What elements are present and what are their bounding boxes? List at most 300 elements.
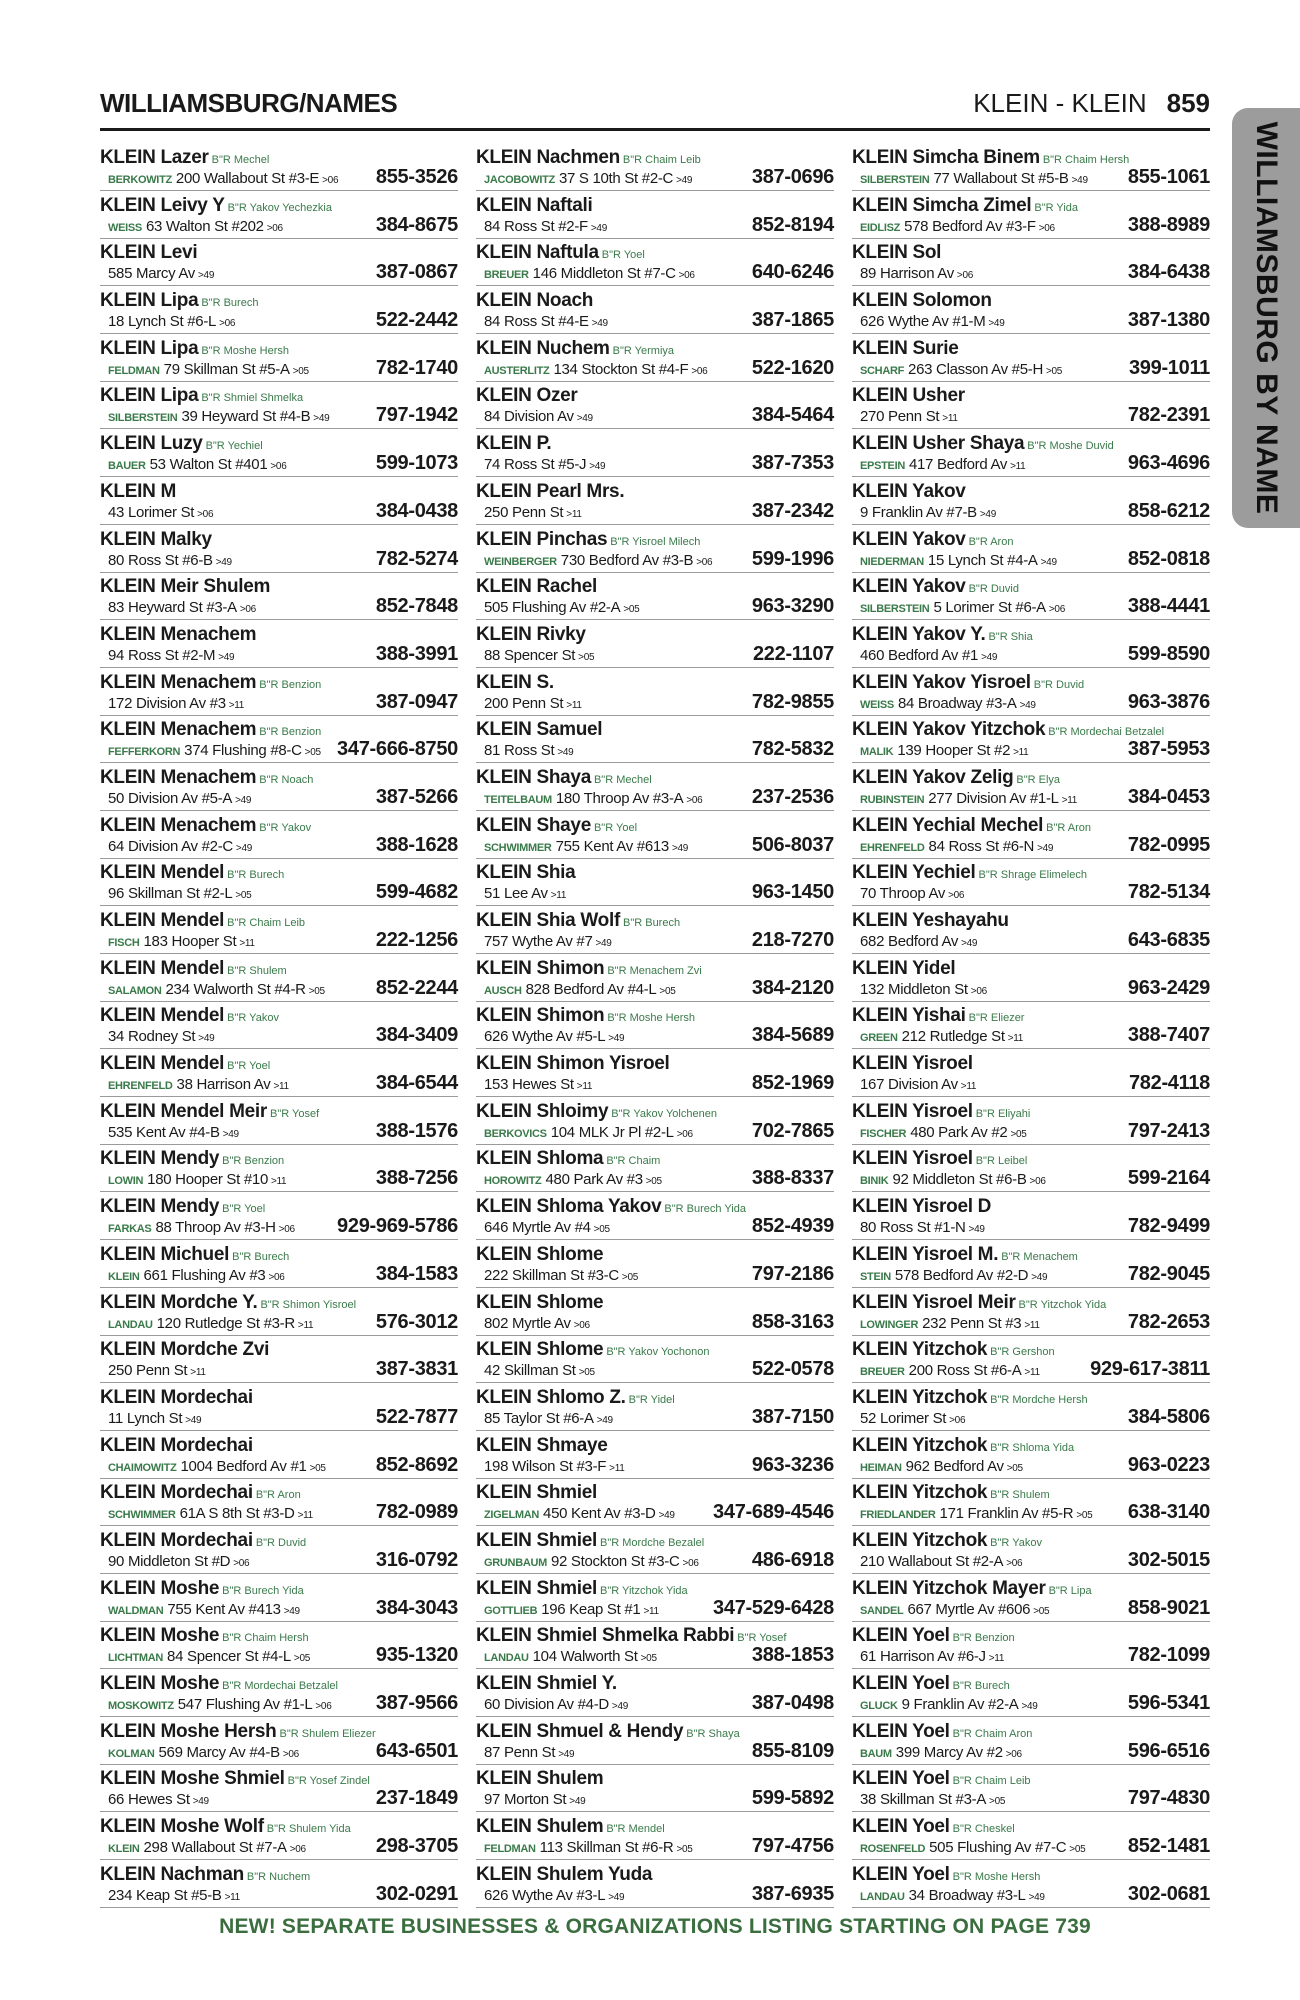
entry-address-line: [484, 885, 566, 904]
entry-name: KLEIN Moshe: [100, 1577, 220, 1599]
listing-entry: [852, 1672, 1210, 1717]
entry-parent: B"R Yakov: [259, 821, 312, 834]
entry-name: KLEIN Yisroel: [852, 1053, 973, 1075]
entry-address-line: [484, 408, 593, 427]
entry-zip: >05: [1046, 365, 1063, 377]
entry-address-line: [108, 1028, 214, 1047]
entry-maiden-name: FEFFERKORN: [108, 746, 181, 759]
entry-address-line: [484, 1267, 638, 1286]
entry-address: 92 Middleton St #6-B: [892, 1171, 1027, 1189]
entry-address-line: [108, 1171, 286, 1190]
listing-entry: [100, 1004, 458, 1049]
entry-address: 84 Spencer St #4-L: [167, 1648, 291, 1666]
entry-address-line: [484, 742, 573, 761]
entry-phone: 387-5266: [375, 785, 458, 808]
entry-name: KLEIN Yitzchok: [852, 1434, 988, 1456]
entry-name: KLEIN Yitzchok: [852, 1339, 988, 1361]
entry-address-line: [860, 647, 997, 666]
entry-zip: >05: [989, 1796, 1006, 1808]
entry-address-line: [108, 170, 338, 189]
entry-name: KLEIN Shmiel: [476, 1482, 597, 1504]
entry-zip: >05: [1033, 1605, 1050, 1617]
entry-zip: >06: [289, 1844, 306, 1856]
entry-phone: 782-0995: [1127, 833, 1210, 856]
entry-address-line: [108, 313, 235, 332]
entry-address-line: [484, 647, 594, 666]
entry-name-line: [100, 1769, 370, 1791]
entry-phone: 384-6438: [1127, 261, 1210, 284]
entry-parent: B"R Shulem: [227, 964, 287, 977]
entry-name-line: [100, 816, 311, 838]
entry-zip: >49: [192, 1796, 209, 1808]
entry-address-line: [860, 1648, 1004, 1667]
entry-zip: >49: [1028, 1891, 1045, 1903]
entry-phone: 384-3409: [375, 1024, 458, 1047]
listing-entry: [476, 1100, 834, 1145]
listing-entry: [852, 1147, 1210, 1192]
entry-parent: B"R Burech Yida: [222, 1584, 304, 1597]
entry-name-line: [476, 196, 592, 216]
entry-address: 61 Harrison Av #6-J: [860, 1648, 986, 1666]
footer-note: NEW! SEPARATE BUSINESSES & ORGANIZATIONS LISTING STARTING ON PAGE 739: [219, 1915, 1091, 1938]
entry-maiden-name: FISCHER: [860, 1127, 907, 1140]
entry-address-line: [484, 1028, 624, 1047]
listing-entry: [100, 1672, 458, 1717]
entry-address: 667 Myrtle Av #606: [907, 1600, 1031, 1618]
entry-zip: >49: [215, 556, 232, 568]
listing-entry: [476, 528, 834, 573]
entry-maiden-name: SILBERSTEIN: [860, 174, 930, 186]
entry-name: KLEIN Shmiel: [476, 1577, 597, 1599]
entry-address: 298 Wallabout St #7-A: [143, 1839, 287, 1857]
entry-address-line: [860, 170, 1088, 189]
entry-phone: 599-5892: [751, 1787, 834, 1810]
entry-zip: >05: [621, 1271, 638, 1283]
entry-address-line: [108, 1696, 331, 1715]
entry-name: KLEIN Moshe Wolf: [100, 1816, 264, 1838]
page-range: [973, 88, 1210, 119]
entry-phone: 387-1865: [751, 309, 834, 332]
entry-name-line: [100, 1865, 310, 1887]
entry-name: KLEIN Luzy: [100, 433, 203, 455]
entry-maiden-name: BINIK: [860, 1175, 889, 1188]
listing-columns: [100, 146, 1210, 1909]
entry-parent: B"R Menachem Zvi: [607, 964, 702, 977]
listing-column-2: [476, 146, 834, 1909]
entry-phone: 963-3876: [1127, 690, 1210, 713]
entry-address: 66 Hewes St: [108, 1791, 190, 1809]
entry-maiden-name: SANDEL: [860, 1604, 904, 1617]
entry-address-line: [484, 361, 707, 380]
entry-parent: B"R Mordche Bezalel: [599, 1536, 705, 1549]
entry-name-line: [476, 1817, 665, 1839]
entry-phone: 596-5341: [1127, 1692, 1210, 1714]
listing-entry: [476, 289, 834, 334]
entry-name-line: [100, 1436, 253, 1456]
entry-parent: B"R Lipa: [1048, 1584, 1092, 1597]
entry-name: KLEIN Shloma: [476, 1148, 604, 1170]
entry-name-line: [852, 720, 1164, 742]
entry-parent: B"R Yitzchok Yida: [1018, 1298, 1107, 1311]
entry-address-line: [108, 1648, 310, 1667]
entry-name: KLEIN S.: [476, 671, 554, 693]
entry-phone: 963-3290: [751, 595, 834, 618]
entry-parent: B"R Mendel: [606, 1823, 665, 1836]
entry-address: 63 Walton St #202: [145, 217, 264, 235]
entry-name: KLEIN Lipa: [100, 337, 199, 359]
entry-phone: 599-1073: [375, 452, 458, 475]
entry-name-line: [100, 434, 263, 456]
entry-parent: B"R Chaim Leib: [622, 154, 701, 166]
entry-phone: 935-1320: [375, 1644, 458, 1667]
entry-phone: 218-7270: [751, 929, 834, 951]
listing-entry: [100, 432, 458, 477]
listing-entry: [100, 1720, 458, 1765]
entry-phone: 522-0578: [751, 1358, 834, 1381]
entry-phone: 782-5274: [375, 547, 458, 570]
entry-name-line: [476, 863, 575, 883]
entry-maiden-name: KOLMAN: [108, 1747, 155, 1760]
entry-address-line: [484, 456, 605, 475]
entry-name-line: [852, 1149, 1027, 1171]
entry-address: 569 Marcy Av #4-B: [158, 1743, 280, 1761]
entry-parent: B"R Shaya: [686, 1727, 740, 1740]
entry-name-line: [100, 1531, 306, 1553]
entry-zip: >05: [1006, 1462, 1023, 1474]
entry-name: KLEIN Nuchem: [476, 337, 610, 359]
listing-entry: [100, 289, 458, 334]
listing-entry: [100, 623, 458, 668]
side-tab: [1232, 108, 1300, 528]
entry-parent: B"R Mechel: [593, 773, 652, 786]
entry-maiden-name: GRUNBAUM: [484, 1556, 547, 1569]
listing-entry: [852, 146, 1210, 191]
entry-name-line: [100, 1674, 338, 1696]
entry-name: KLEIN Nachman: [100, 1863, 244, 1885]
entry-address: 37 S 10th St #2-C: [558, 170, 674, 187]
listing-entry: [476, 1815, 834, 1860]
entry-address-line: [860, 408, 958, 427]
entry-parent: B"R Benzion: [259, 678, 322, 691]
listing-entry: [100, 337, 458, 382]
entry-address-line: [484, 838, 688, 857]
entry-address: 85 Taylor St #6-A: [484, 1409, 594, 1427]
entry-maiden-name: FELDMAN: [108, 364, 160, 377]
entry-zip: >11: [1013, 747, 1029, 759]
entry-address-line: [108, 981, 325, 1000]
entry-zip: >49: [576, 413, 593, 425]
listing-entry: [852, 575, 1210, 620]
entry-phone: 858-9021: [1127, 1596, 1210, 1619]
entry-name-line: [476, 482, 624, 502]
entry-address-line: [860, 1887, 1045, 1906]
entry-address-line: [108, 456, 286, 475]
entry-address-line: [860, 218, 1055, 237]
entry-maiden-name: EHRENFELD: [108, 1080, 173, 1093]
entry-address: 578 Bedford Av #3-F: [904, 217, 1036, 235]
entry-name: KLEIN Yidel: [852, 957, 956, 979]
listing-entry: [100, 146, 458, 191]
entry-name: KLEIN Shulem Yuda: [476, 1863, 653, 1885]
entry-name-line: [476, 1054, 670, 1074]
entry-address: 626 Wythe Av #5-L: [484, 1028, 606, 1046]
entry-address: 626 Wythe Av #1-M: [860, 313, 986, 331]
entry-name: KLEIN Yitzchok: [852, 1529, 988, 1551]
entry-address: 52 Lorimer St: [860, 1409, 947, 1427]
entry-name: KLEIN Yisroel: [852, 1100, 973, 1122]
listing-entry: [476, 814, 834, 859]
entry-name-line: [852, 768, 1060, 790]
entry-name-line: [476, 339, 674, 361]
entry-phone: 852-0818: [1127, 547, 1210, 570]
entry-name: KLEIN Yakov Zelig: [852, 766, 1014, 788]
entry-phone: 387-6935: [751, 1882, 834, 1905]
entry-address-line: [108, 1839, 306, 1858]
entry-zip: >06: [1038, 222, 1055, 234]
entry-address: 60 Division Av #4-D: [484, 1696, 609, 1713]
entry-name-line: [100, 291, 258, 313]
entry-address-line: [860, 1267, 1047, 1286]
entry-name: KLEIN Usher: [852, 385, 965, 407]
entry-address: 263 Classon Av #5-H: [908, 360, 1043, 378]
entry-name-line: [852, 1197, 991, 1217]
entry-phone: 852-8692: [375, 1453, 458, 1476]
entry-maiden-name: FARKAS: [108, 1223, 152, 1236]
entry-zip: >49: [235, 794, 252, 806]
entry-address: 682 Bedford Av: [860, 933, 959, 950]
entry-address-line: [860, 742, 1028, 761]
entry-zip: >49: [589, 461, 606, 473]
entry-address: 120 Rutledge St #3-R: [156, 1314, 295, 1332]
entry-name: KLEIN Mordechai: [100, 1482, 253, 1504]
entry-name-line: [852, 1436, 1074, 1458]
entry-name: KLEIN Shaya: [476, 766, 591, 788]
entry-name-line: [852, 530, 1013, 552]
entry-parent: B"R Yoel: [222, 1203, 266, 1216]
entry-phone: 858-6212: [1127, 499, 1210, 522]
entry-address-line: [860, 1553, 1022, 1572]
entry-name-line: [100, 768, 313, 790]
entry-phone: 387-7353: [751, 452, 834, 475]
listing-entry: [476, 1529, 834, 1574]
entry-address-line: [108, 1219, 295, 1238]
entry-parent: B"R Duvid: [255, 1536, 307, 1549]
entry-parent: B"R Moshe Hersh: [607, 1012, 695, 1025]
entry-parent: B"R Nuchem: [246, 1870, 311, 1883]
entry-address-line: [484, 265, 695, 284]
entry-name: KLEIN Naftula: [476, 242, 599, 264]
entry-address-line: [108, 1315, 313, 1334]
entry-name: KLEIN Shia: [476, 862, 576, 884]
entry-parent: B"R Benzion: [222, 1155, 285, 1168]
entry-address: 480 Park Av #2: [910, 1123, 1008, 1141]
entry-address-line: [484, 695, 582, 714]
entry-maiden-name: FISCH: [108, 937, 140, 949]
entry-address: 234 Keap St #5-B: [108, 1886, 222, 1904]
entry-name-line: [476, 1388, 675, 1410]
entry-name-line: [100, 1388, 253, 1408]
entry-name-line: [852, 1483, 1050, 1505]
entry-address-line: [860, 885, 964, 904]
listing-entry: [100, 575, 458, 620]
entry-address-line: [484, 1696, 628, 1715]
entry-phone: 387-9566: [375, 1692, 458, 1714]
entry-address-line: [860, 1601, 1049, 1620]
entry-maiden-name: SALAMON: [108, 984, 162, 997]
entry-address: 80 Ross St #1-N: [860, 1219, 966, 1237]
entry-phone: 347-529-6428: [713, 1596, 834, 1619]
entry-name: KLEIN Yisroel: [852, 1148, 973, 1170]
entry-parent: B"R Burech Yida: [664, 1203, 746, 1216]
entry-phone: 782-9499: [1127, 1215, 1210, 1238]
entry-zip: >49: [313, 413, 330, 425]
entry-phone: 797-4756: [751, 1835, 834, 1858]
entry-address: 70 Throop Av: [860, 885, 946, 903]
page-number: 859: [1166, 88, 1210, 118]
listing-entry: [476, 432, 834, 477]
entry-name-line: [476, 1293, 603, 1313]
entry-maiden-name: EPSTEIN: [860, 460, 905, 473]
entry-zip: >49: [218, 651, 235, 663]
entry-parent: B"R Mordche Hersh: [990, 1393, 1088, 1406]
entry-phone: 388-7256: [375, 1167, 458, 1190]
entry-maiden-name: JACOBOWITZ: [484, 174, 555, 186]
entry-name: KLEIN Shimon: [476, 1005, 605, 1027]
entry-name: KLEIN Shlome: [476, 1339, 604, 1361]
entry-zip: >06: [1005, 1748, 1022, 1760]
entry-zip: >06: [282, 1748, 299, 1760]
entry-address-line: [484, 1648, 657, 1667]
entry-address: 87 Penn St: [484, 1743, 556, 1761]
entry-name: KLEIN Samuel: [476, 719, 603, 741]
entry-zip: >06: [268, 1271, 285, 1283]
entry-zip: >06: [1029, 1176, 1046, 1188]
entry-zip: >49: [198, 1033, 215, 1045]
entry-address: 250 Penn St: [484, 503, 564, 521]
entry-parent: B"R Yakov Yolchenen: [611, 1107, 717, 1120]
entry-address-line: [484, 1839, 693, 1858]
entry-phone: 387-2342: [751, 499, 834, 522]
entry-address: 828 Bedford Av #4-L: [525, 980, 657, 998]
listing-entry: [100, 957, 458, 1002]
entry-address: 210 Wallabout St #2-A: [860, 1552, 1004, 1570]
entry-zip: >11: [576, 1081, 593, 1093]
listing-entry: [476, 241, 834, 286]
entry-zip: >49: [185, 1414, 202, 1426]
entry-phone: 963-3236: [751, 1453, 834, 1476]
entry-zip: >05: [235, 890, 252, 902]
entry-parent: B"R Shulem Eliezer: [279, 1727, 376, 1740]
entry-phone: 599-1996: [751, 547, 834, 570]
entry-name: KLEIN Menachem: [100, 766, 257, 788]
entry-name-line: [852, 1674, 1010, 1696]
entry-parent: B"R Burech: [952, 1680, 1010, 1692]
entry-address: 34 Rodney St: [108, 1028, 196, 1046]
entry-maiden-name: LICHTMAN: [108, 1652, 164, 1665]
listing-entry: [852, 1338, 1210, 1383]
entry-zip: >49: [596, 1414, 613, 1426]
entry-parent: B"R Shrage Elimelech: [978, 869, 1087, 882]
entry-name: KLEIN Mendel: [100, 1005, 225, 1027]
entry-name: KLEIN Shlomo Z.: [476, 1386, 626, 1408]
entry-phone: 522-7877: [375, 1405, 458, 1428]
entry-parent: B"R Eliyahi: [975, 1107, 1031, 1120]
entry-parent: B"R Burech: [227, 869, 285, 882]
entry-address: 84 Division Av: [484, 408, 574, 426]
entry-name-line: [100, 1149, 284, 1171]
entry-address: 755 Kent Av #613: [555, 837, 669, 855]
entry-phone: 797-1942: [375, 404, 458, 427]
entry-parent: B"R Yosef: [269, 1107, 320, 1120]
entry-phone: 298-3705: [375, 1835, 458, 1858]
entry-address-line: [108, 218, 283, 237]
entry-parent: B"R Yida: [1034, 201, 1079, 214]
entry-phone: 858-3163: [751, 1310, 834, 1333]
entry-parent: B"R Eliezer: [968, 1012, 1025, 1025]
entry-address-line: [860, 1124, 1027, 1143]
listing-entry: [852, 1195, 1210, 1240]
entry-name: KLEIN Shimon: [476, 957, 605, 979]
entry-zip: >11: [566, 699, 582, 711]
entry-address: 15 Lynch St #4-A: [927, 551, 1038, 569]
entry-name: KLEIN Yakov Y.: [852, 623, 986, 645]
entry-name: KLEIN Simcha Zimel: [852, 194, 1032, 216]
listing-entry: [476, 1434, 834, 1479]
entry-name-line: [852, 196, 1078, 218]
entry-name-line: [852, 1769, 1031, 1791]
entry-address: 5 Lorimer St #6-A: [933, 599, 1046, 617]
entry-zip: >49: [968, 1224, 985, 1236]
entry-name-line: [476, 291, 593, 311]
entry-zip: >06: [696, 556, 713, 568]
entry-parent: B"R Aron: [1046, 821, 1091, 834]
entry-parent: B"R Burech: [232, 1250, 290, 1263]
entry-parent: B"R Yermiya: [612, 344, 675, 357]
listing-entry: [852, 1815, 1210, 1860]
entry-name-line: [100, 1817, 351, 1839]
entry-address-line: [484, 933, 612, 952]
entry-name: KLEIN Yoel: [852, 1816, 950, 1838]
entry-name: KLEIN Yitzchok: [852, 1482, 988, 1504]
entry-name: KLEIN Levi: [100, 242, 198, 264]
entry-address-line: [108, 1458, 326, 1477]
entry-phone: 852-1969: [751, 1072, 834, 1095]
entry-parent: B"R Yechiel: [205, 440, 263, 453]
entry-zip: >11: [609, 1462, 625, 1474]
entry-name-line: [100, 1102, 319, 1124]
entry-name-line: [100, 1054, 270, 1076]
entry-phone: 852-4939: [751, 1215, 834, 1238]
entry-phone: 797-2413: [1127, 1119, 1210, 1142]
entry-zip: >06: [682, 1557, 699, 1569]
entry-address: 53 Walton St #401: [149, 456, 268, 474]
entry-parent: B"R Chaim Hersh: [1042, 154, 1130, 166]
entry-name: KLEIN Mendy: [100, 1148, 220, 1170]
entry-address: 180 Throop Av #3-A: [555, 789, 684, 807]
listing-entry: [852, 957, 1210, 1002]
entry-phone: 384-3043: [375, 1596, 458, 1619]
entry-zip: >49: [1031, 1271, 1048, 1283]
entry-zip: >06: [948, 890, 965, 902]
listing-entry: [100, 1767, 458, 1812]
listing-entry: [100, 1100, 458, 1145]
entry-zip: >06: [270, 461, 287, 473]
section-title: WILLIAMSBURG/NAMES: [100, 88, 398, 118]
entry-address: 9 Franklin Av #2-A: [901, 1696, 1019, 1713]
entry-maiden-name: MOSKOWITZ: [108, 1700, 174, 1712]
entry-zip: >11: [297, 1510, 313, 1522]
listing-entry: [100, 1529, 458, 1574]
